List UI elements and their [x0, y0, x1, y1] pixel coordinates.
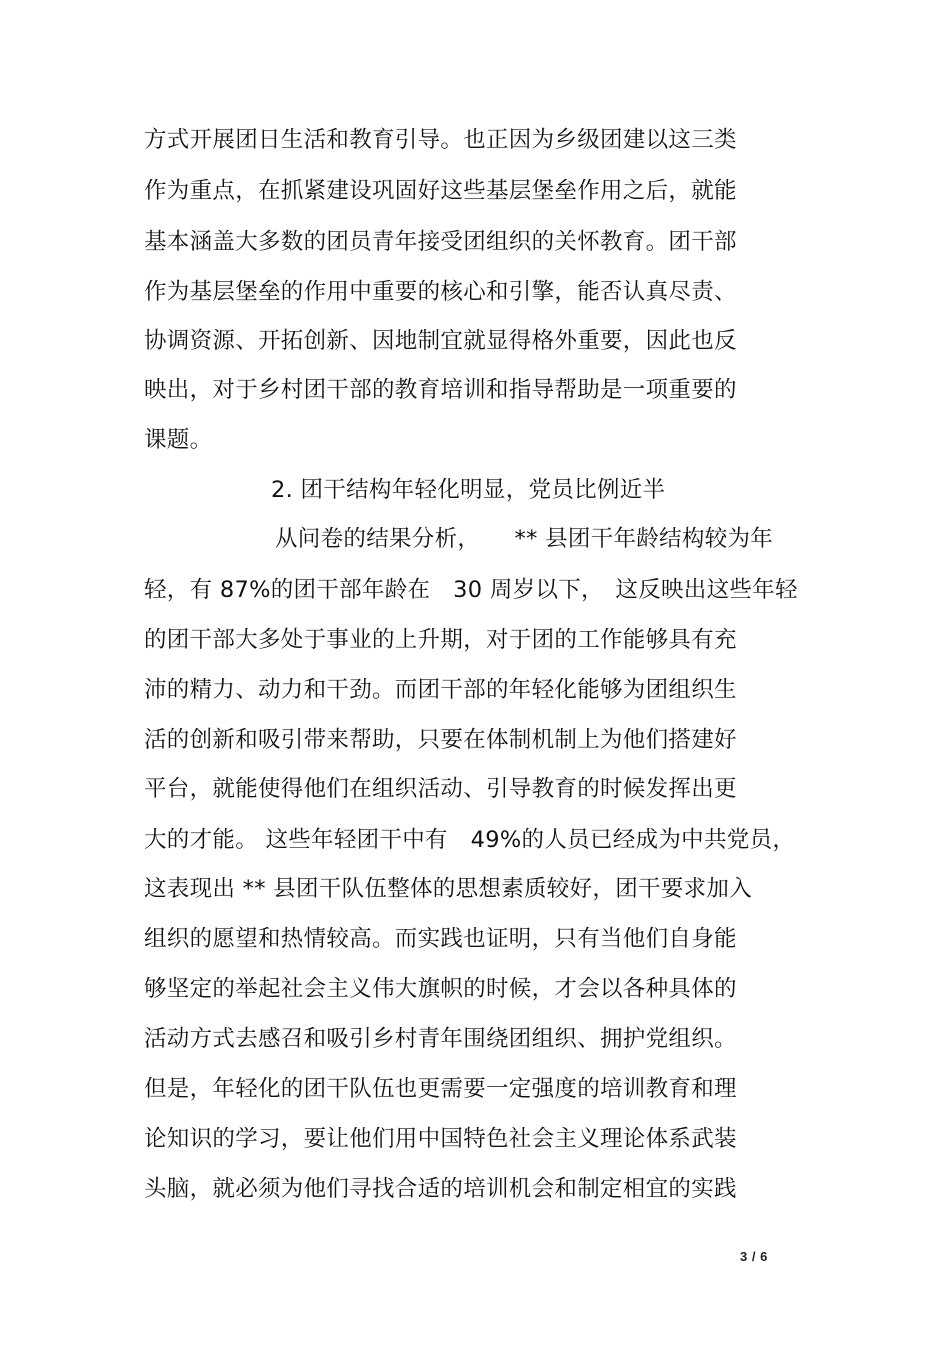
- body-line: 方式开展团日生活和教育引导。也正因为乡级团建以这三类: [144, 127, 737, 153]
- body-line: 活的创新和吸引带来帮助，只要在体制机制上为他们搭建好: [144, 727, 737, 753]
- body-line: 平台，就能使得他们在组织活动、引导教育的时候发挥出更: [144, 776, 737, 802]
- body-line: 基本涵盖大多数的团员青年接受团组织的关怀教育。团干部: [144, 229, 737, 255]
- body-line: 这表现出 ** 县团干队伍整体的思想素质较好，团干要求加入: [144, 876, 753, 902]
- body-line: 论知识的学习，要让他们用中国特色社会主义理论体系武装: [144, 1126, 737, 1152]
- body-line: 够坚定的举起社会主义伟大旗帜的时候，才会以各种具体的: [144, 976, 737, 1002]
- body-line: 作为重点，在抓紧建设巩固好这些基层堡垒作用之后，就能: [144, 178, 737, 204]
- body-line: 头脑，就必须为他们寻找合适的培训机会和制定相宜的实践: [144, 1176, 737, 1202]
- body-line: 课题。: [144, 427, 213, 453]
- body-line: 但是，年轻化的团干队伍也更需要一定强度的培训教育和理: [144, 1076, 737, 1102]
- body-line: 协调资源、开拓创新、因地制宜就显得格外重要，因此也反: [144, 328, 737, 354]
- body-line: 沛的精力、动力和干劲。而团干部的年轻化能够为团组织生: [144, 677, 737, 703]
- page-number: 3 / 6: [740, 1249, 768, 1264]
- body-line: 活动方式去感召和吸引乡村青年围绕团组织、拥护党组织。: [144, 1026, 737, 1052]
- body-line: 大的才能。 这些年轻团干中有 49%的人员已经成为中共党员，: [144, 827, 796, 853]
- body-line: 从问卷的结果分析， ** 县团干年龄结构较为年: [275, 526, 774, 552]
- section-heading: 2. 团干结构年轻化明显，党员比例近半: [271, 477, 666, 503]
- body-line: 组织的愿望和热情较高。而实践也证明，只有当他们自身能: [144, 926, 737, 952]
- body-line: 轻，有 87%的团干部年龄在 30 周岁以下， 这反映出这些年轻: [144, 577, 798, 603]
- body-line: 作为基层堡垒的作用中重要的核心和引擎，能否认真尽责、: [144, 279, 737, 305]
- body-line: 映出，对于乡村团干部的教育培训和指导帮助是一项重要的: [144, 377, 737, 403]
- body-line: 的团干部大多处于事业的上升期，对于团的工作能够具有充: [144, 627, 737, 653]
